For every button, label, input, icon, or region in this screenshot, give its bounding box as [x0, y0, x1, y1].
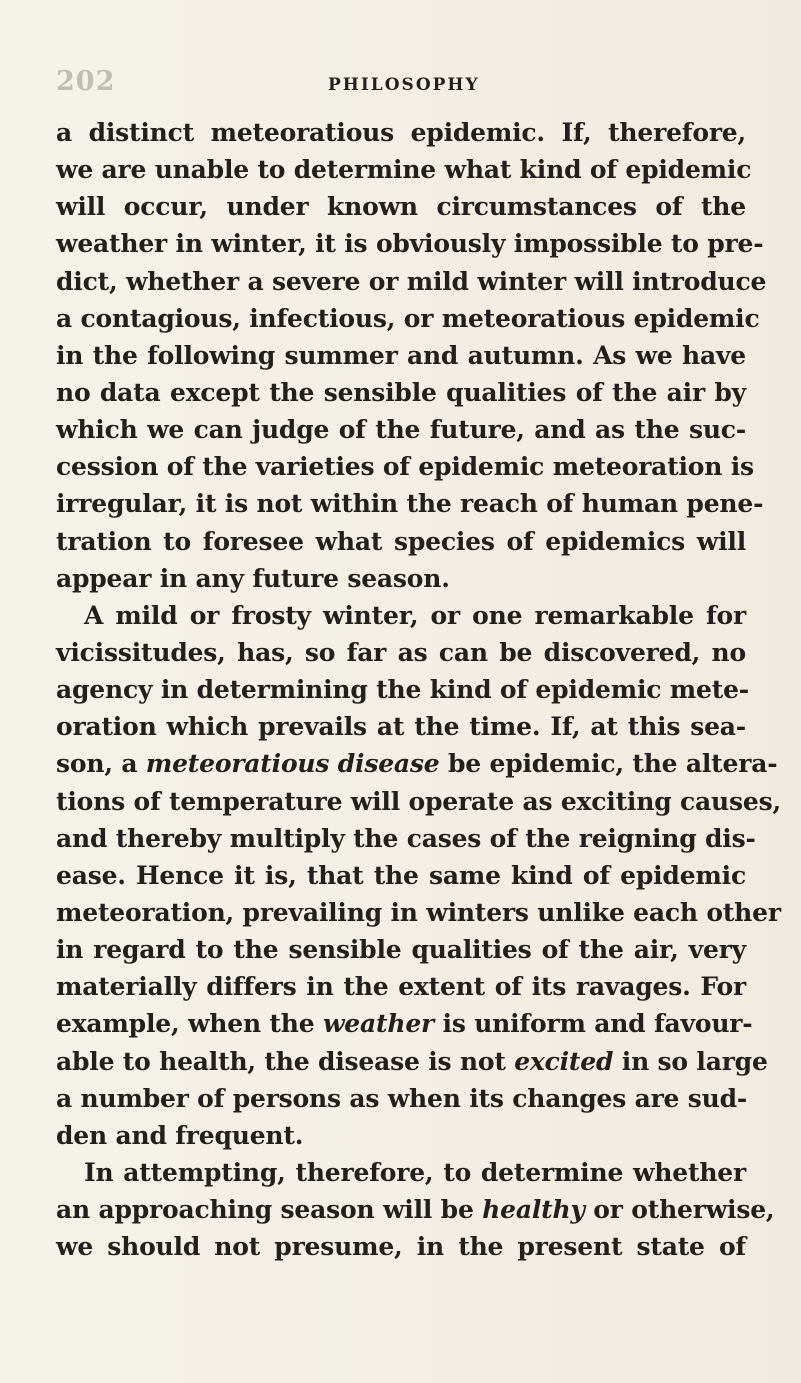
text-line: will occur, under known circumstances of the	[56, 192, 746, 222]
body-text	[56, 114, 781, 1265]
text-segment: son, a	[56, 749, 146, 779]
italic-phrase: excited	[514, 1046, 614, 1076]
text-line: dict, whether a severe or mild winter will introduce	[56, 266, 767, 296]
text-line: vicissitudes, has, so far as can be discovered, no	[56, 637, 746, 667]
text-line: in the following summer and autumn. As we have	[56, 340, 746, 370]
text-line: and thereby multiply the cases of the reigning dis-	[56, 823, 756, 853]
text-line-italic-phrase	[56, 1191, 775, 1228]
text-segment: be epidemic, the altera-	[439, 749, 778, 779]
text-line: meteoration, prevailing in winters unlike each other	[56, 897, 781, 927]
text-line: we are unable to determine what kind of epidemic	[56, 155, 752, 185]
text-line: no data except the sensible qualities of the air by	[56, 377, 746, 407]
italic-phrase: weather	[322, 1009, 435, 1039]
text-line: ease. Hence it is, that the same kind of epidemic	[56, 860, 746, 890]
text-line: den and frequent.	[56, 1120, 304, 1150]
text-segment: or otherwise,	[584, 1195, 775, 1225]
text-segment: an approaching season will be	[56, 1195, 483, 1225]
text-line: materially differs in the extent of its ravages. For	[56, 972, 746, 1002]
page-header	[56, 66, 746, 106]
text-line: a number of persons as when its changes are sud-	[56, 1083, 748, 1113]
text-segment: able to health, the disease is not	[56, 1046, 515, 1076]
text-segment: example, when the	[56, 1009, 323, 1039]
text-line: a distinct meteoratious epidemic. If, therefore,	[56, 118, 746, 147]
text-line: oration which prevails at the time. If, at this sea-	[56, 712, 746, 742]
text-line: tions of temperature will operate as exciting causes,	[56, 786, 781, 816]
text-line: we should not presume, in the present state of	[56, 1232, 746, 1262]
text-line: tration to foresee what species of epidemics will	[56, 526, 746, 556]
text-line: which we can judge of the future, and as the suc-	[56, 415, 746, 445]
text-segment: is uniform and favour-	[434, 1009, 753, 1039]
page-number: 202	[56, 66, 116, 97]
text-line: In attempting, therefore, to determine whether	[84, 1157, 746, 1187]
text-line: appear in any future season.	[56, 563, 450, 593]
text-line: in regard to the sensible qualities of the air, very	[56, 935, 746, 965]
text-line: A mild or frosty winter, or one remarkable for	[84, 600, 746, 630]
text-line: cession of the varieties of epidemic meteoration is	[56, 452, 754, 482]
text-line: a contagious, infectious, or meteoratious epidemic	[56, 303, 760, 333]
text-line: weather in winter, it is obviously impossible to pre-	[56, 229, 764, 259]
text-segment: in so large	[613, 1046, 768, 1076]
text-line-italic-phrase	[56, 1043, 768, 1080]
text-line-italic-phrase	[56, 1005, 753, 1042]
italic-phrase: meteoratious disease	[145, 749, 440, 779]
text-line-italic-phrase	[56, 745, 778, 782]
italic-phrase: healthy	[482, 1195, 585, 1225]
running-head: PHILOSOPHY	[328, 75, 480, 95]
text-line: agency in determining the kind of epidemic mete-	[56, 675, 749, 705]
text-line: irregular, it is not within the reach of human pene-	[56, 489, 764, 519]
